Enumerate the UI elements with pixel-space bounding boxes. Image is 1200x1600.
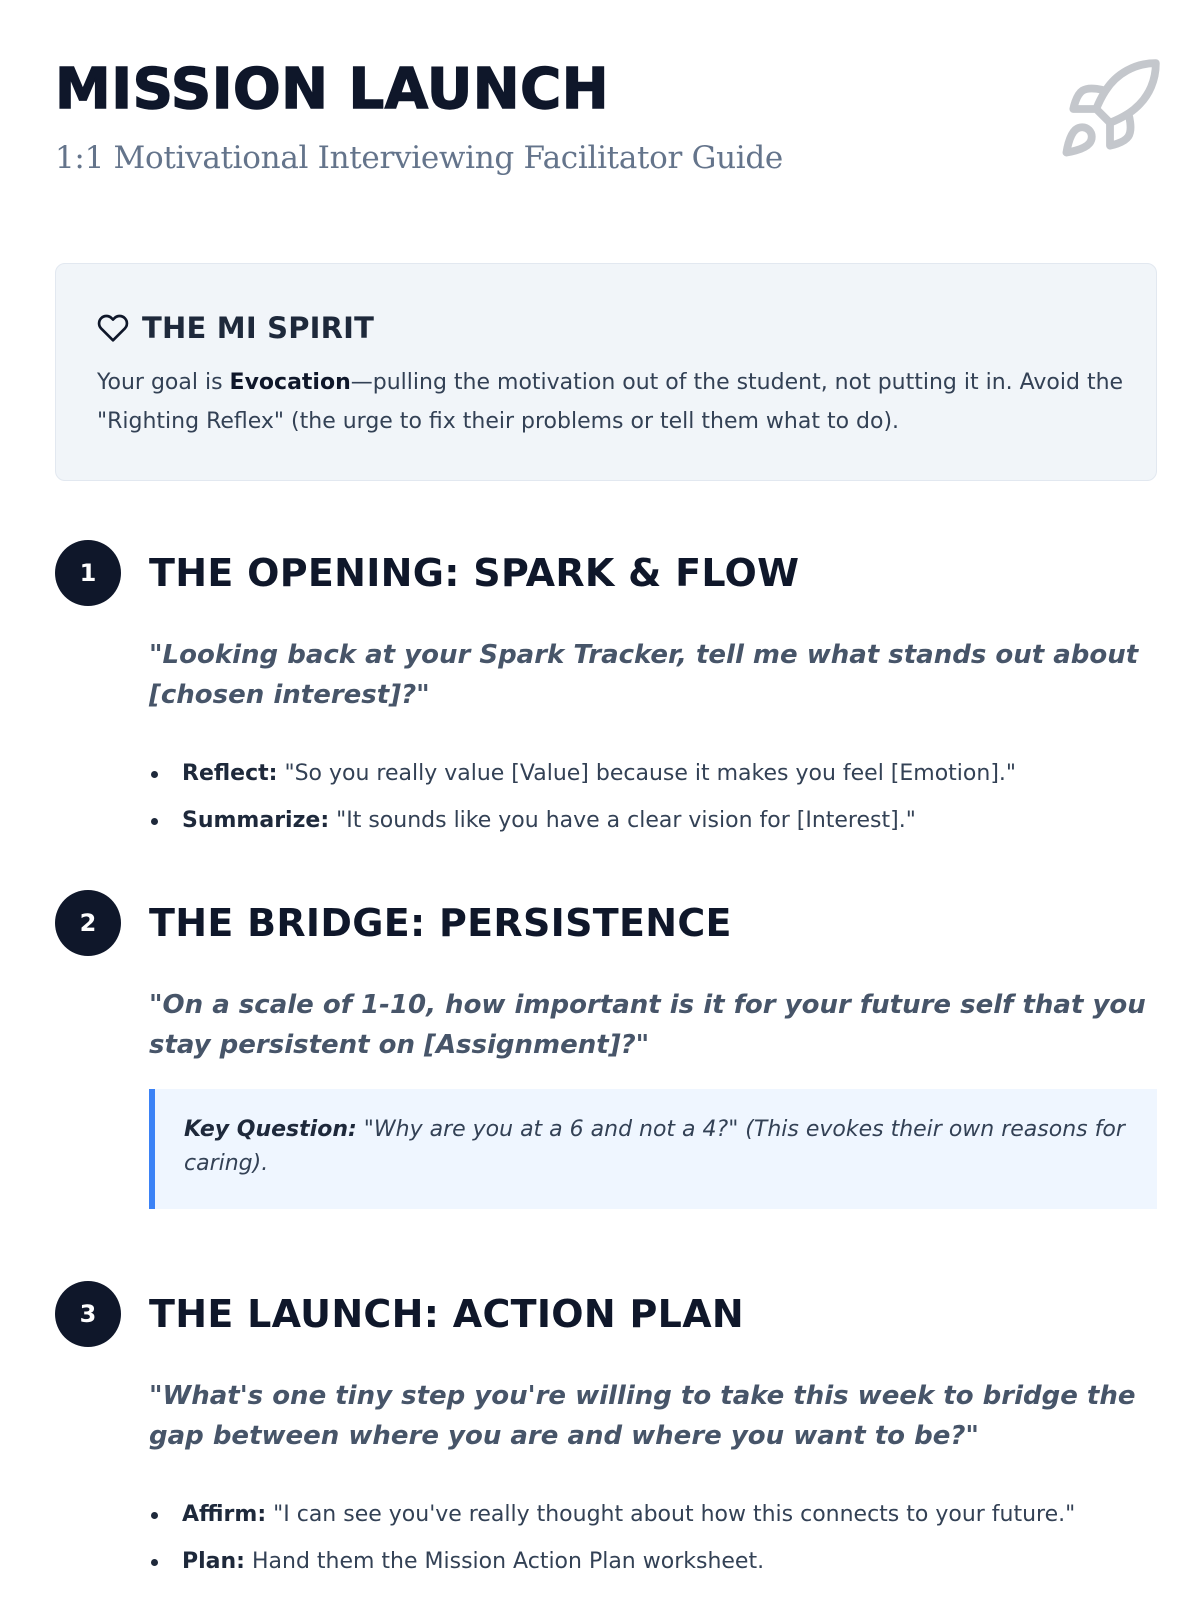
list-item: Plan: Hand them the Mission Action Plan worksheet.	[149, 1538, 1149, 1585]
list-item: Affirm: "I can see you've really thought about how this connects to your future."	[149, 1491, 1149, 1538]
section-title: THE BRIDGE: PERSISTENCE	[149, 901, 732, 945]
page-title: MISSION LAUNCH	[55, 57, 610, 122]
step-number-badge: 1	[55, 540, 121, 606]
section-title: THE OPENING: SPARK & FLOW	[149, 551, 800, 595]
section-bridge	[55, 890, 1157, 1220]
section-launch	[55, 1281, 1157, 1581]
rocket-icon	[1055, 54, 1165, 164]
facilitator-prompt: "On a scale of 1-10, how important is it for your future self that you stay persistent on [Assignment]?"	[149, 990, 1146, 1060]
list-item: Summarize: "It sounds like you have a clear vision for [Interest]."	[149, 797, 1149, 844]
mi-spirit-panel	[55, 263, 1157, 481]
mi-spirit-header	[97, 310, 374, 346]
page-header	[55, 52, 1155, 192]
page-subtitle: 1:1 Motivational Interviewing Facilitator Guide	[55, 140, 783, 176]
section-opening	[55, 540, 1157, 840]
mi-spirit-title: THE MI SPIRIT	[142, 311, 375, 345]
key-question-callout: Key Question: "Why are you at a 6 and not a 4?" (This evokes their own reasons for caring).	[149, 1089, 1157, 1209]
evocation-term: Evocation	[229, 370, 351, 395]
heart-icon	[97, 312, 129, 344]
list-item: Reflect: "So you really value [Value] because it makes you feel [Emotion]."	[149, 750, 1149, 797]
technique-list	[149, 1491, 1149, 1585]
facilitator-prompt: "Looking back at your Spark Tracker, tell me what stands out about [chosen interest]?"	[149, 640, 1139, 710]
section-title: THE LAUNCH: ACTION PLAN	[149, 1292, 745, 1336]
step-number-badge: 3	[55, 1281, 121, 1347]
mi-spirit-text: Your goal is Evocation—pulling the motivation out of the student, not putting it in. Avoid the "Righting Reflex" (the urge to fix their problems or tell them what to do).	[97, 370, 1124, 434]
facilitator-prompt: "What's one tiny step you're willing to take this week to bridge the gap between where you are and where you want to be?"	[149, 1381, 1136, 1451]
step-number-badge: 2	[55, 890, 121, 956]
technique-list	[149, 750, 1149, 844]
